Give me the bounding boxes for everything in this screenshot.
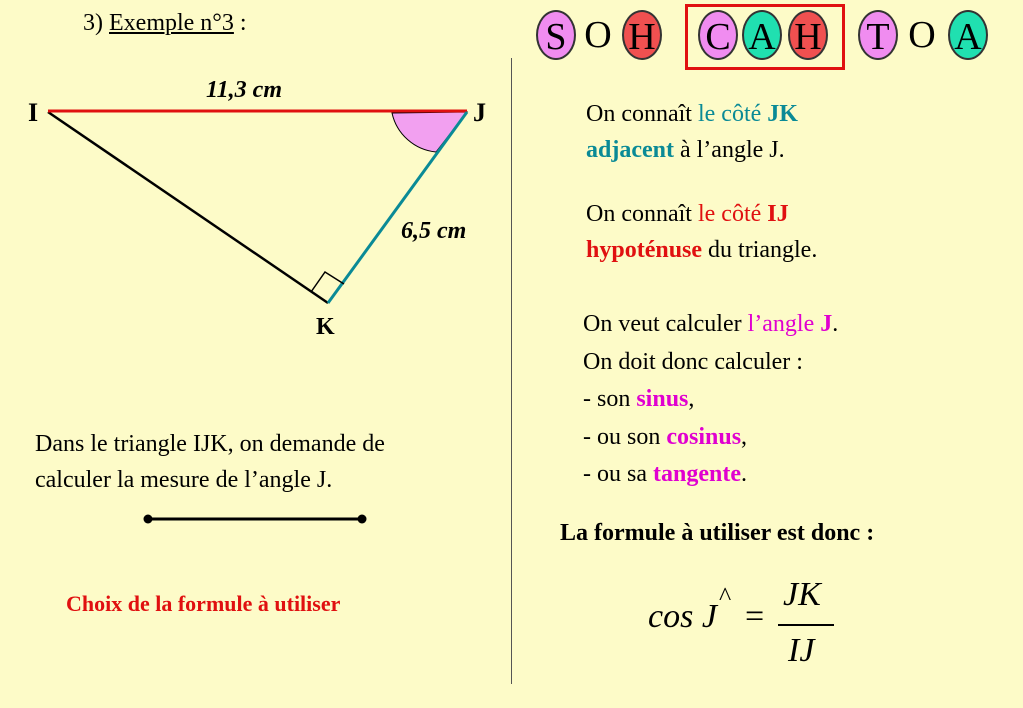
letter-s: S bbox=[536, 10, 576, 60]
length-jk-label: 6,5 cm bbox=[401, 218, 467, 244]
title-number: 3) bbox=[83, 10, 103, 36]
soh-cah-toa-mnemonic bbox=[528, 6, 1008, 72]
title-suffix: : bbox=[233, 10, 247, 36]
letter-h: H bbox=[622, 10, 662, 60]
letter-a2: A bbox=[948, 10, 988, 60]
letter-o2: O bbox=[908, 14, 936, 56]
paragraph-jk-adjacent: On connaît le côté JK adjacent à l’angle J. bbox=[586, 101, 798, 163]
angle-j-marker bbox=[392, 112, 467, 152]
vertex-i-label: I bbox=[28, 98, 39, 127]
letter-o: O bbox=[584, 14, 612, 56]
formula-heading: La formule à utiliser est donc : bbox=[560, 520, 875, 546]
formula-equals: = bbox=[745, 598, 765, 635]
separator-dot-left bbox=[144, 515, 153, 524]
vertex-j-label: J bbox=[473, 98, 486, 127]
letter-h2: H bbox=[788, 10, 828, 60]
letter-t: T bbox=[858, 10, 898, 60]
letter-a: A bbox=[742, 10, 782, 60]
formula-denominator: IJ bbox=[788, 632, 815, 669]
length-ij-label: 11,3 cm bbox=[206, 77, 282, 103]
letter-c: C bbox=[698, 10, 738, 60]
separator-dot-right bbox=[358, 515, 367, 524]
paragraph-ij-hypotenuse: On connaît le côté IJ hypoténuse du triangle. bbox=[586, 201, 818, 263]
formula-lhs: cos J bbox=[648, 598, 717, 635]
formula-numerator: JK bbox=[783, 576, 821, 613]
side-jk bbox=[328, 112, 467, 303]
cosine-formula bbox=[648, 578, 848, 678]
fraction-bar bbox=[778, 624, 834, 626]
vertex-k-label: K bbox=[316, 314, 335, 340]
title-text: Exemple n°3 bbox=[109, 10, 234, 36]
side-ik bbox=[48, 112, 328, 303]
choice-heading: Choix de la formule à utiliser bbox=[66, 591, 341, 616]
problem-statement: Dans le triangle IJK, on demande de calculer la mesure de l’angle J. bbox=[35, 431, 385, 493]
paragraph-angle-j: On veut calculer l’angle J. On doit donc calculer : - son sinus, - ou son cosinus, - ou sa tangente. bbox=[583, 311, 839, 487]
formula-hat: ^ bbox=[719, 582, 732, 611]
